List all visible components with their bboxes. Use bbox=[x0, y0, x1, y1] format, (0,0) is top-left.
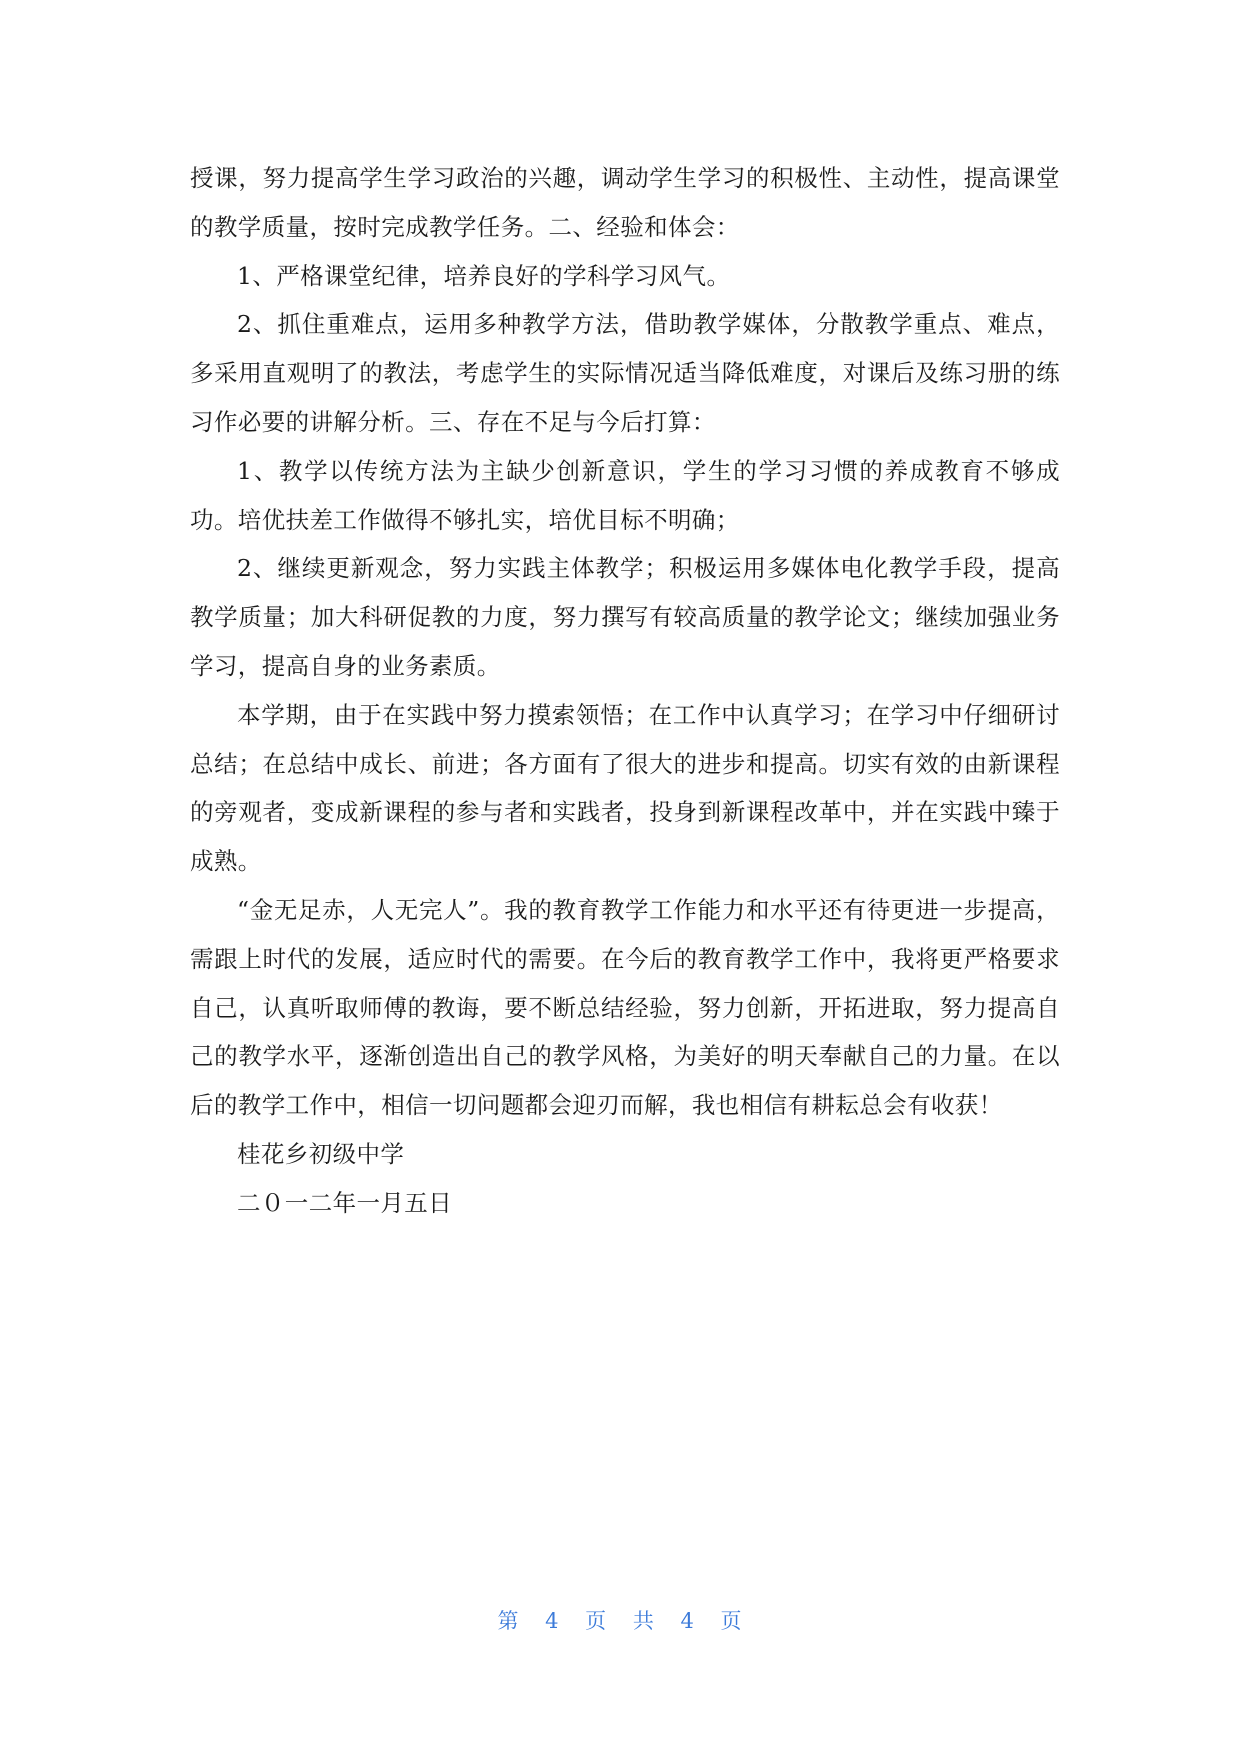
paragraph-plan-2: 2、继续更新观念，努力实践主体教学；积极运用多媒体电化教学手段，提高教学质量；加大科研促教的力度，努力撰写有较高质量的教学论文；继续加强业务学习，提高自身的业务素质。 bbox=[190, 554, 1060, 680]
paragraph-conclusion: “金无足赤，人无完人”。我的教育教学工作能力和水平还有待更进一步提高，需跟上时代的发展，适应时代的需要。在今后的教育教学工作中，我将更严格要求自己，认真听取师傅的教诲，要不断总结经验，努力创新，开拓进取，努力提高自己的教学水平，逐渐创造出自己的教学风格，为美好的明天奉献自己的力量。在以后的教学工作中，相信一切问题都会迎刃而解，我也相信有耕耘总会有收获！ bbox=[190, 895, 1060, 1120]
paragraph-semester-summary: 本学期，由于在实践中努力摸索领悟；在工作中认真学习；在学习中仔细研讨总结；在总结中成长、前进；各方面有了很大的进步和提高。切实有效的由新课程的旁观者，变成新课程的参与者和实践者，投身到新课程改革中，并在实践中臻于成熟。 bbox=[190, 700, 1060, 876]
page-number-footer: 第 4 页 共 4 页 bbox=[497, 1609, 744, 1633]
document-date: 二０一二年一月五日 bbox=[237, 1188, 453, 1217]
paragraph-point-2: 2、抓住重难点，运用多种教学方法，借助教学媒体，分散教学重点、难点，多采用直观明了的教法，考虑学生的实际情况适当降低难度，对课后及练习册的练习作必要的讲解分析。三、存在不足与今后打算： bbox=[190, 310, 1060, 436]
document-body bbox=[190, 154, 1060, 1228]
school-signature: 桂花乡初级中学 bbox=[237, 1139, 405, 1168]
paragraph-point-1: 1、严格课堂纪律，培养良好的学科学习风气。 bbox=[237, 261, 731, 290]
paragraph-continuation: 授课，努力提高学生学习政治的兴趣，调动学生学习的积极性、主动性，提高课堂的教学质量，按时完成教学任务。二、经验和体会： bbox=[190, 164, 1060, 241]
paragraph-shortcoming-1: 1、教学以传统方法为主缺少创新意识，学生的学习习惯的养成教育不够成功。培优扶差工作做得不够扎实，培优目标不明确； bbox=[190, 456, 1060, 534]
